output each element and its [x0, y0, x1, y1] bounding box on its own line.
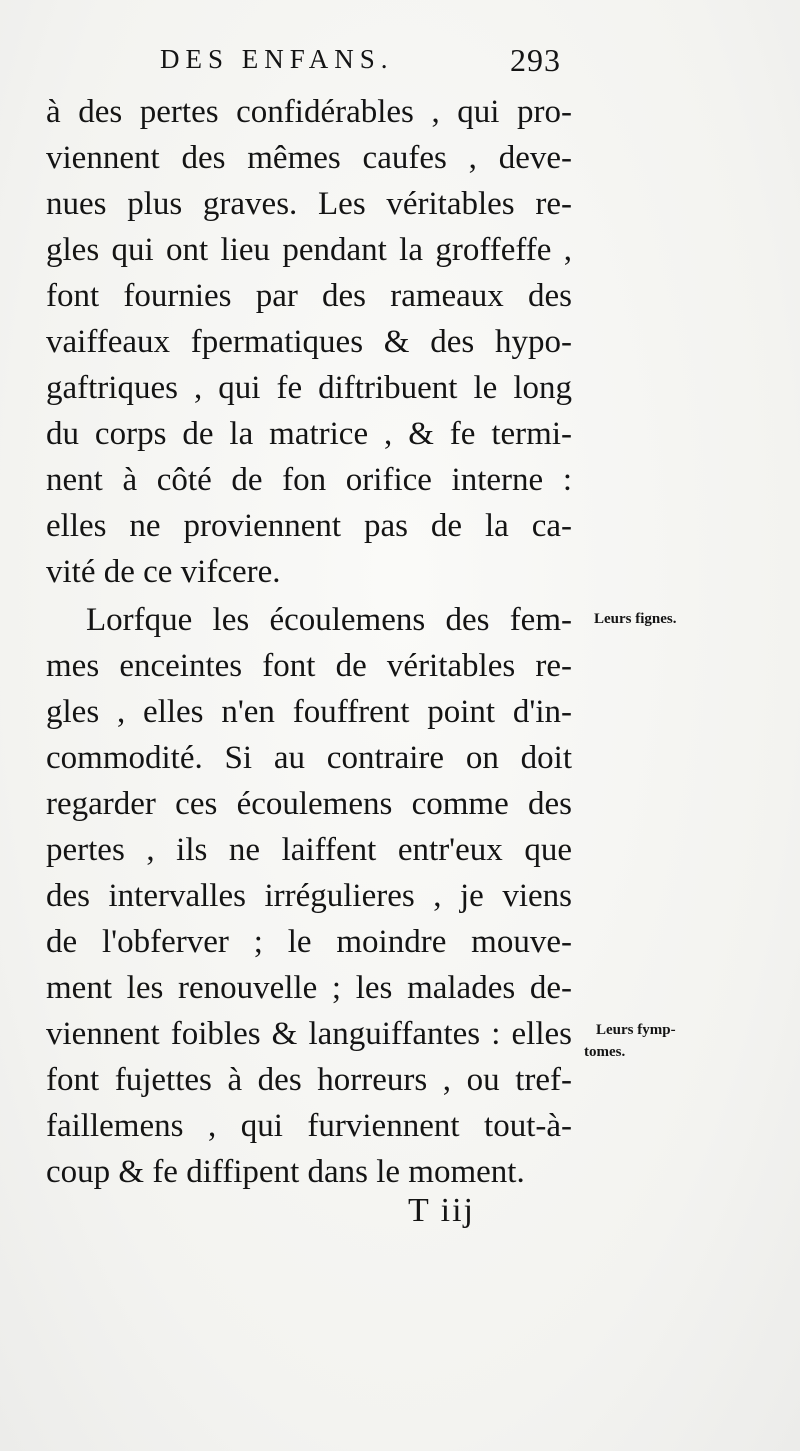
margin-note-symptoms-line-1: Leurs fymp-: [596, 1022, 676, 1038]
text-line: gles qui ont lieu pendant la groffeffe ,: [46, 232, 572, 268]
text-line: à des pertes confidérables , qui pro-: [46, 94, 572, 130]
signature-mark: T iij: [408, 1192, 475, 1229]
text-line: font fujettes à des horreurs , ou tref-: [46, 1062, 572, 1098]
text-line: regarder ces écoulemens comme des: [46, 786, 572, 822]
text-line: nues plus graves. Les véritables re-: [46, 186, 572, 222]
text-line: gaftriques , qui fe diftribuent le long: [46, 370, 572, 406]
text-line: mes enceintes font de véritables re-: [46, 648, 572, 684]
text-line: font fournies par des rameaux des: [46, 278, 572, 314]
text-line: vité de ce vifcere.: [46, 554, 281, 590]
text-line: nent à côté de fon orifice interne :: [46, 462, 572, 498]
text-line: viennent des mêmes caufes , deve-: [46, 140, 572, 176]
text-line: pertes , ils ne laiffent entr'eux que: [46, 832, 572, 868]
text-line: Lorfque les écoulemens des fem-: [86, 602, 572, 638]
text-line: faillemens , qui furviennent tout-à-: [46, 1108, 572, 1144]
text-line: ment les renouvelle ; les malades de-: [46, 970, 572, 1006]
text-line: vaiffeaux fpermatiques & des hypo-: [46, 324, 572, 360]
text-line: viennent foibles & languiffantes : elles: [46, 1016, 572, 1052]
page-number: 293: [510, 42, 561, 78]
text-line: de l'obferver ; le moindre mouve-: [46, 924, 572, 960]
margin-note-signs: Leurs fignes.: [594, 611, 677, 627]
text-line: gles , elles n'en fouffrent point d'in-: [46, 694, 572, 730]
margin-note-symptoms-line-2: tomes.: [584, 1044, 626, 1060]
text-line: elles ne proviennent pas de la ca-: [46, 508, 572, 544]
text-line: coup & fe diffipent dans le moment.: [46, 1154, 525, 1190]
text-line: des intervalles irrégulieres , je viens: [46, 878, 572, 914]
running-head: DES ENFANS.: [160, 44, 394, 74]
text-line: commodité. Si au contraire on doit: [46, 740, 572, 776]
text-line: du corps de la matrice , & fe termi-: [46, 416, 572, 452]
